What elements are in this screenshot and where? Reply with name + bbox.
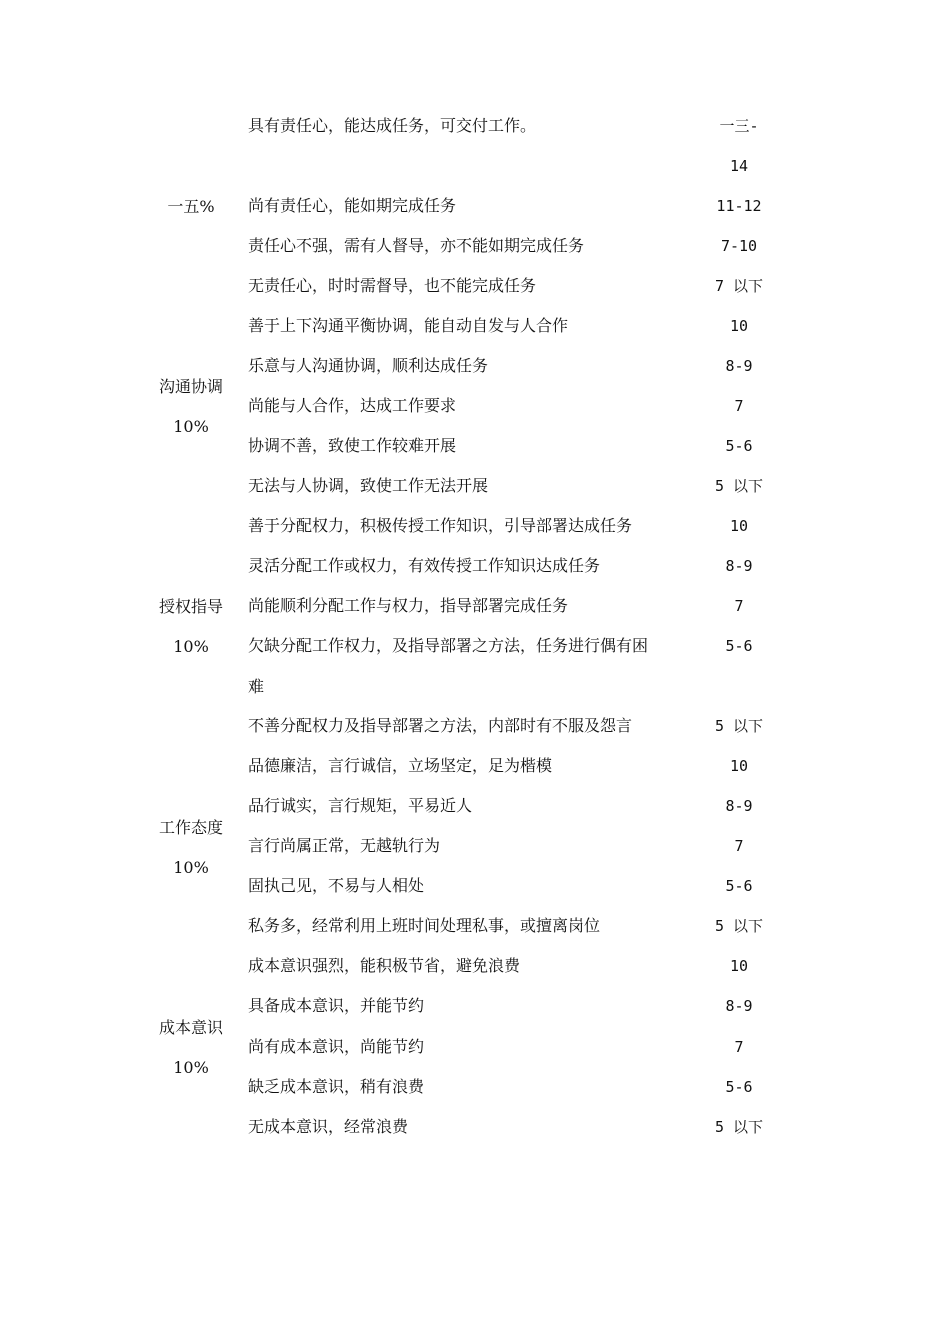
score-range: 5 以下 [714,917,764,935]
category-weight: 10% [173,858,209,877]
criterion-description: 尚能与人合作，达成工作要求 [248,396,457,415]
score-range: 14 [729,157,749,175]
score-range: 7 [734,837,744,855]
score-range: 8-9 [725,557,753,575]
criterion-description: 尚有责任心，能如期完成任务 [248,196,457,215]
score-range: 8-9 [725,357,753,375]
criterion-description: 品德廉洁，言行诚信，立场坚定，足为楷模 [248,756,553,775]
criterion-description: 私务多，经常利用上班时间处理私事，或擅离岗位 [248,916,601,935]
score-range: 10 [729,757,749,775]
criterion-description: 固执己见，不易与人相处 [248,876,425,895]
score-range: 一三- [719,117,759,135]
score-range: 5 以下 [714,1118,764,1136]
score-range: 5-6 [725,437,753,455]
score-range: 5 以下 [714,717,764,735]
criterion-description: 具备成本意识，并能节约 [248,996,425,1015]
category-name: 沟通协调 [158,377,223,396]
category-name: 工作态度 [158,818,223,837]
score-range: 10 [729,517,749,535]
criterion-description: 无成本意识，经常浪费 [248,1117,409,1136]
category-name: 授权指导 [158,597,223,616]
category-weight: 10% [173,1058,209,1077]
category-weight: 10% [173,417,209,436]
criterion-description: 善于分配权力，积极传授工作知识，引导部署达成任务 [248,516,633,535]
score-range: 7-10 [720,237,758,255]
criterion-description: 善于上下沟通平衡协调，能自动自发与人合作 [248,316,569,335]
category-weight: 一五% [167,197,215,216]
score-range: 7 [734,397,744,415]
category-name: 成本意识 [158,1018,223,1037]
criterion-description: 灵活分配工作或权力，有效传授工作知识达成任务 [248,556,601,575]
score-range: 7 [734,1038,744,1056]
criterion-description: 无法与人协调，致使工作无法开展 [248,476,489,495]
criterion-description: 言行尚属正常，无越轨行为 [248,836,441,855]
score-range: 5-6 [725,1078,753,1096]
criterion-description: 难 [248,677,265,696]
score-range: 5-6 [725,877,753,895]
score-range: 7 以下 [714,277,764,295]
criterion-description: 欠缺分配工作权力，及指导部署之方法，任务进行偶有困 [248,636,649,655]
criterion-description: 不善分配权力及指导部署之方法，内部时有不服及怨言 [248,716,633,735]
score-range: 8-9 [725,797,753,815]
criterion-description: 尚有成本意识，尚能节约 [248,1037,425,1056]
score-range: 11-12 [716,197,762,215]
criterion-description: 协调不善，致使工作较难开展 [248,436,457,455]
criterion-description: 缺乏成本意识，稍有浪费 [248,1077,425,1096]
score-range: 5 以下 [714,477,764,495]
criterion-description: 尚能顺利分配工作与权力，指导部署完成任务 [248,596,569,615]
score-range: 5-6 [725,637,753,655]
score-range: 10 [729,957,749,975]
criterion-description: 具有责任心，能达成任务，可交付工作。 [248,116,537,135]
score-range: 8-9 [725,997,753,1015]
criterion-description: 无责任心，时时需督导，也不能完成任务 [248,276,537,295]
criterion-description: 品行诚实，言行规矩，平易近人 [248,796,473,815]
category-weight: 10% [173,637,209,656]
criterion-description: 成本意识强烈，能积极节省，避免浪费 [248,956,521,975]
criterion-description: 乐意与人沟通协调，顺利达成任务 [248,356,489,375]
score-range: 7 [734,597,744,615]
score-range: 10 [729,317,749,335]
criterion-description: 责任心不强，需有人督导，亦不能如期完成任务 [248,236,585,255]
